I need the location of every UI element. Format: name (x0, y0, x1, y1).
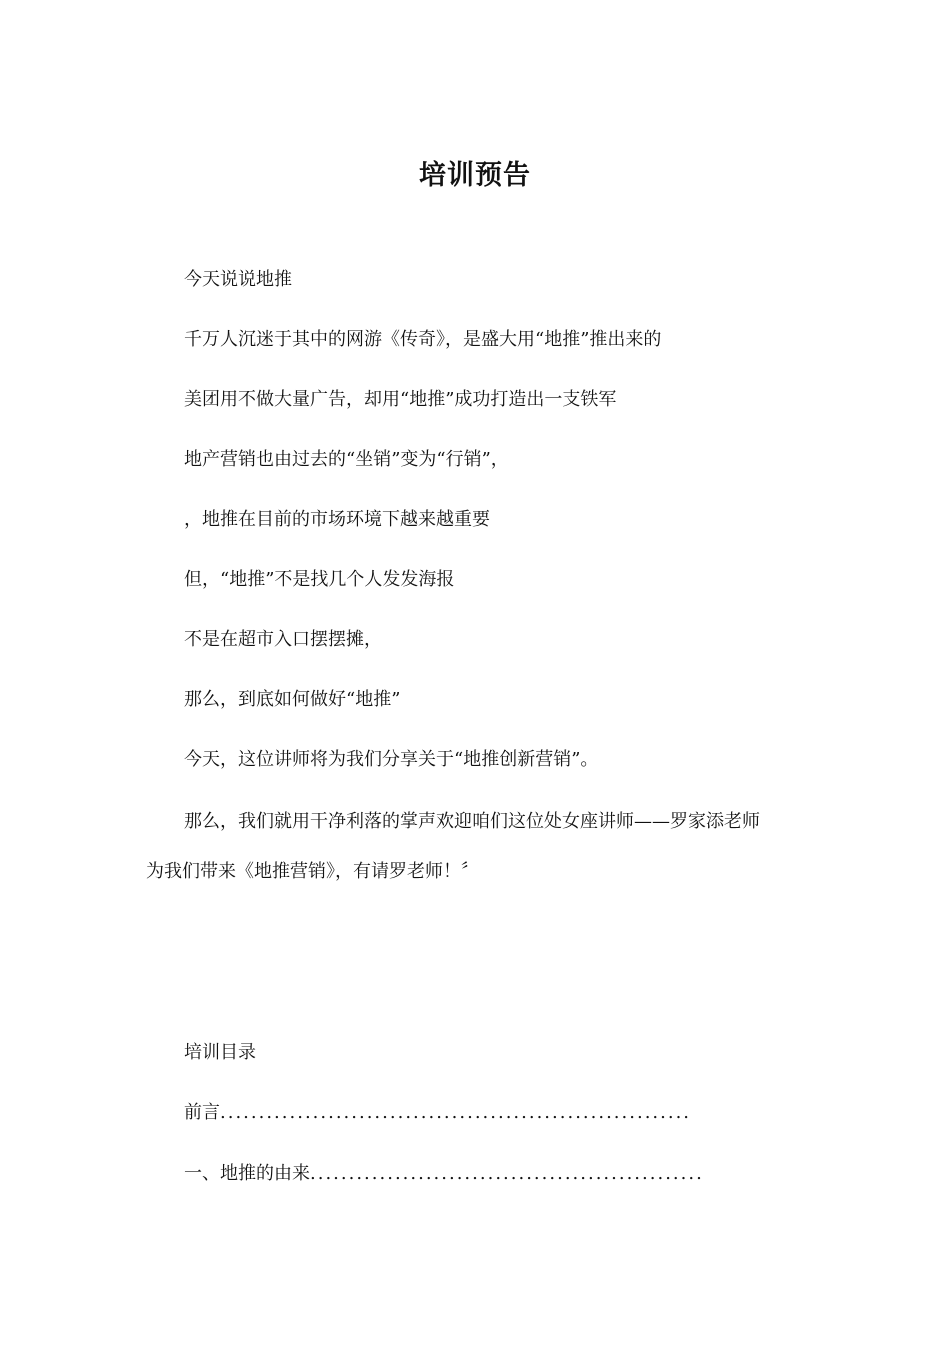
intro-line-10: 那么，我们就用干净利落的掌声欢迎咱们这位处女座讲师——罗家添老师 (184, 811, 760, 832)
intro-line-6: 但，“地推”不是找几个人发发海报 (184, 569, 455, 590)
toc-entry-leader: ................................................... (310, 1163, 704, 1184)
document-title: 培训预告 (419, 160, 531, 191)
toc-entry-leader: ............................................................. (220, 1102, 692, 1123)
intro-line-8: 那么，到底如何做好“地推” (184, 689, 401, 710)
intro-line-11: 为我们带来《地推营销》，有请罗老师！〞 (146, 861, 479, 882)
toc-heading: 培训目录 (184, 1042, 256, 1063)
toc-entry-label: 前言 (184, 1102, 220, 1123)
intro-line-5: ，地推在目前的市场环境下越来越重要 (184, 509, 490, 530)
toc-entry-label: 一、地推的由来 (184, 1163, 310, 1184)
intro-line-4: 地产营销也由过去的“坐销”变为“行销”， (184, 449, 509, 470)
intro-line-2: 千万人沉迷于其中的网游《传奇》，是盛大用“地推”推出来的 (184, 329, 662, 350)
toc-entry (184, 1101, 806, 1125)
intro-line-9: 今天，这位讲师将为我们分享关于“地推创新营销”。 (184, 749, 599, 770)
intro-line-3: 美团用不做大量广告，却用“地推”成功打造出一支铁军 (184, 389, 617, 410)
intro-line-1: 今天说说地推 (184, 269, 292, 290)
intro-line-7: 不是在超市入口摆摆摊， (184, 629, 382, 650)
toc-entry (184, 1162, 806, 1186)
